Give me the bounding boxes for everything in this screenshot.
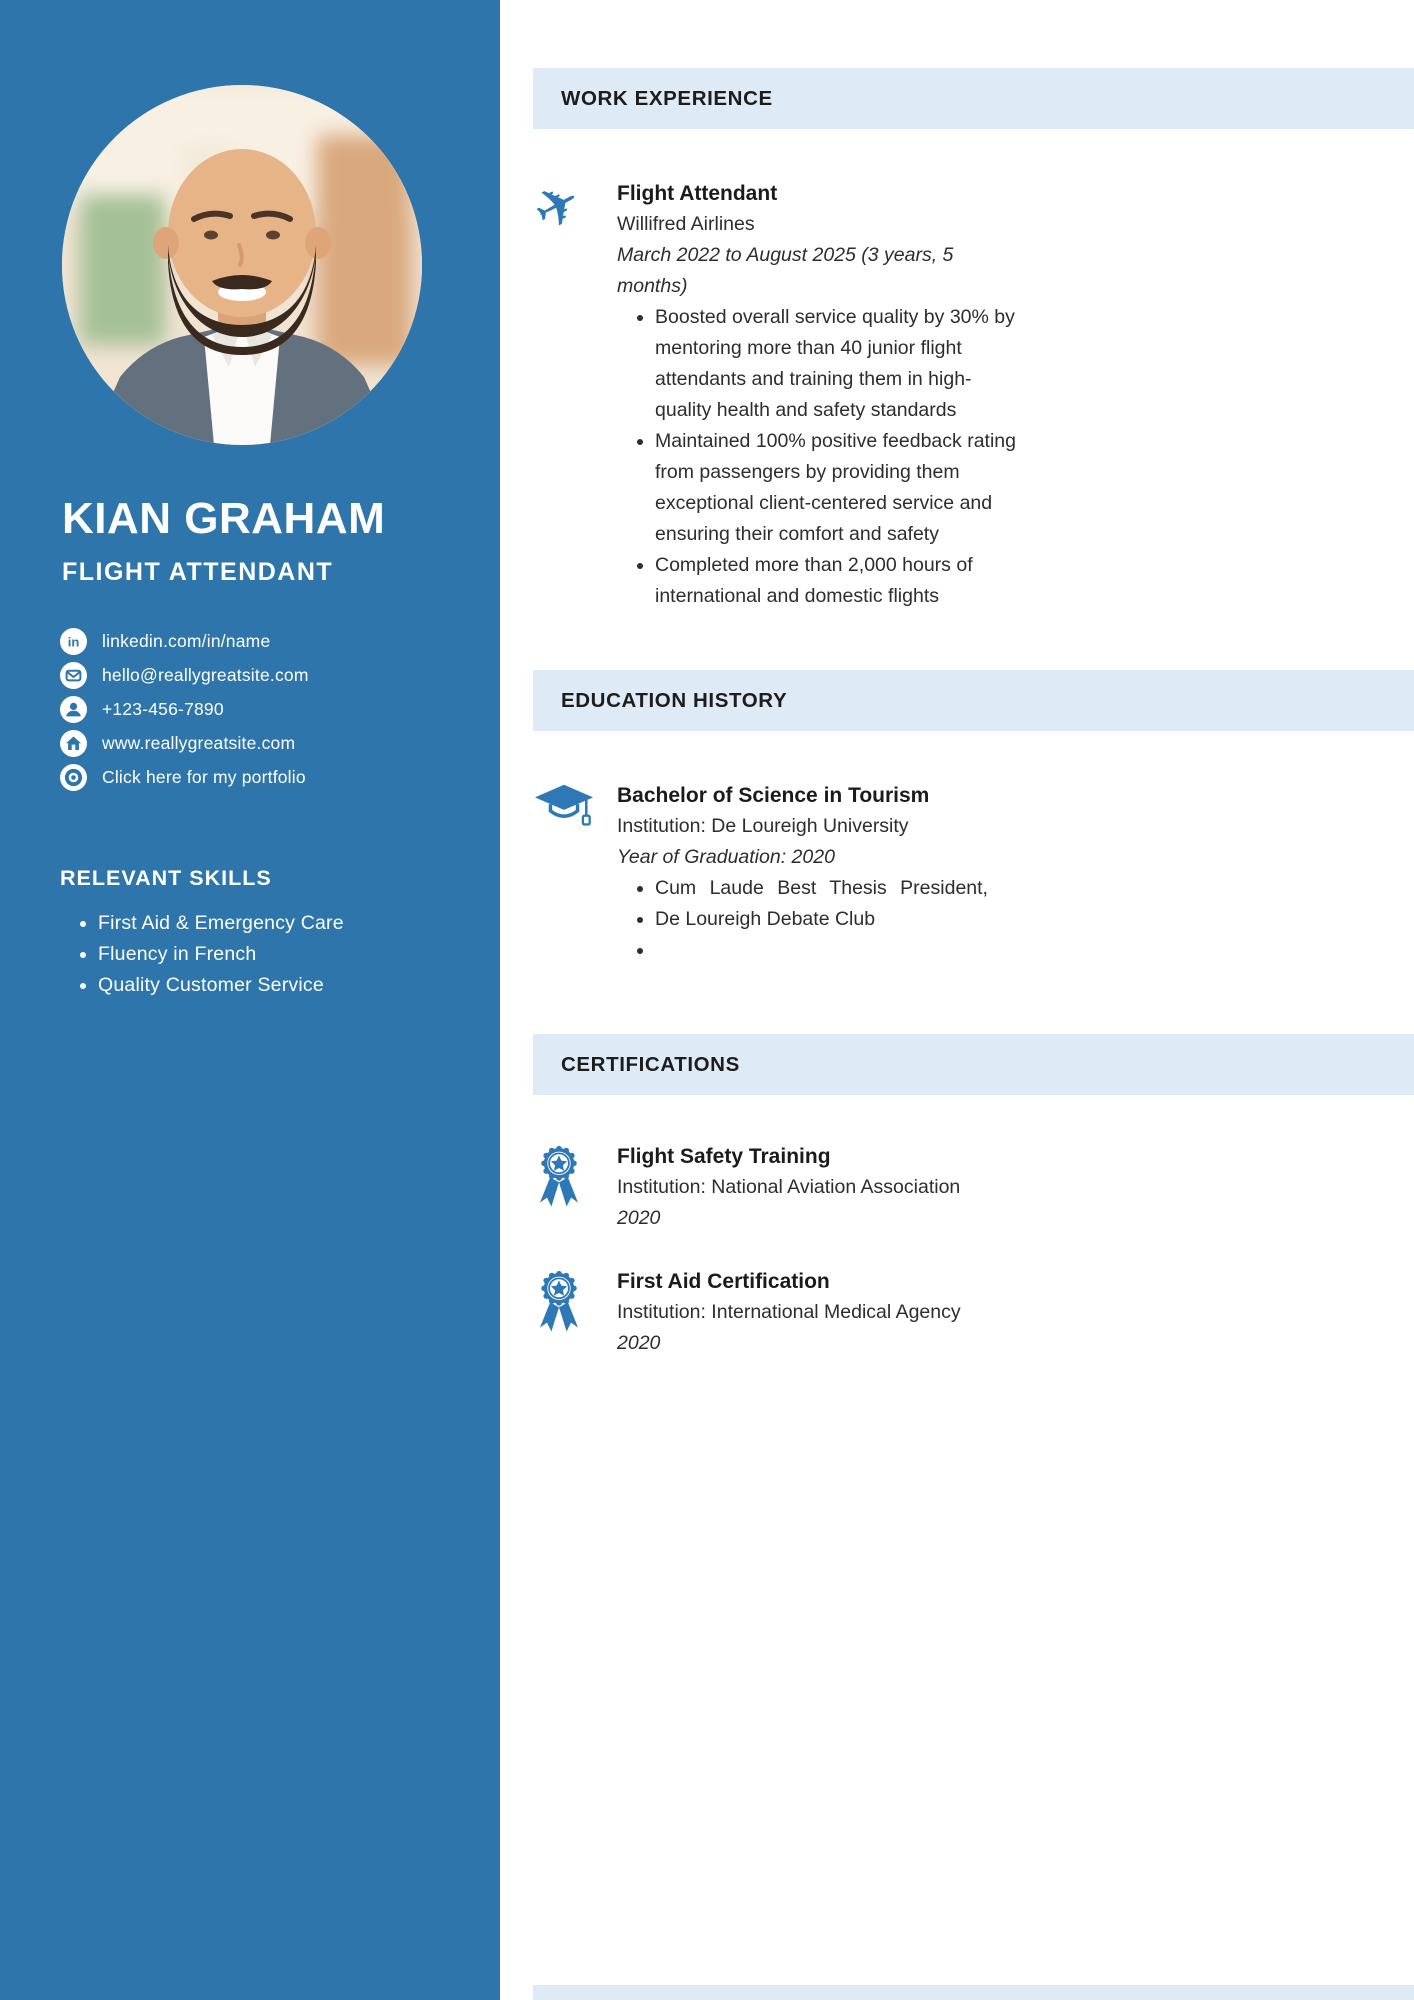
work-bullet: • Maintained 100% positive feedback rating from passengers by providing them exceptional client-centered service and ensuring their comfort and safety — [655, 426, 1017, 550]
person-name: KIAN GRAHAM — [62, 494, 386, 543]
certification-entry — [533, 1141, 1414, 1234]
work-experience-heading: WORK EXPERIENCE — [561, 86, 773, 110]
skills-list — [60, 908, 344, 1001]
certifications-section-header — [533, 1034, 1414, 1095]
work-entry-icon-cell — [523, 169, 617, 612]
portfolio-icon — [60, 764, 87, 791]
next-section-bar-peek — [533, 1985, 1414, 2000]
user-icon — [60, 696, 87, 723]
linkedin-icon — [60, 628, 87, 655]
education-bullet: • Cum Laude Best Thesis President, — [655, 873, 1017, 904]
contact-website-text: www.reallygreatsite.com — [102, 733, 296, 753]
certification-year: 2020 — [617, 1332, 661, 1354]
certification-icon-cell — [533, 1266, 617, 1359]
education-entry-body — [617, 780, 1017, 966]
certification-title: Flight Safety Training — [617, 1145, 831, 1168]
profile-photo — [62, 85, 422, 445]
award-ribbon-icon — [533, 1268, 585, 1334]
profile-photo-illustration — [62, 85, 422, 445]
education-bullet-list — [617, 873, 1017, 966]
certification-entry-body — [617, 1141, 1087, 1234]
graduation-cap-icon — [533, 782, 595, 832]
svg-text:in: in — [67, 634, 80, 650]
work-experience-entry — [523, 169, 1414, 612]
skill-item: • First Aid & Emergency Care — [98, 908, 344, 939]
contact-phone-text: +123-456-7890 — [102, 699, 224, 719]
certification-title: First Aid Certification — [617, 1270, 830, 1293]
certification-entry-body — [617, 1266, 1087, 1359]
certification-institution: Institution: International Medical Agency — [617, 1301, 961, 1323]
certification-icon-cell — [533, 1141, 617, 1234]
contact-portfolio[interactable] — [60, 764, 309, 791]
award-ribbon-icon — [533, 1143, 585, 1209]
certification-institution: Institution: National Aviation Association — [617, 1176, 961, 1198]
work-bullet: • Completed more than 2,000 hours of international and domestic flights — [655, 550, 1017, 612]
contact-website[interactable] — [60, 730, 309, 757]
skill-item: • Quality Customer Service — [98, 970, 344, 1001]
work-entry-body — [617, 178, 1017, 612]
airplane-icon: ✈ — [523, 169, 592, 245]
sidebar — [0, 0, 500, 2000]
email-icon — [60, 662, 87, 689]
education-section-header — [533, 670, 1414, 731]
contact-linkedin-text: linkedin.com/in/name — [102, 631, 271, 651]
company-name: Willifred Airlines — [617, 213, 755, 235]
certification-entry — [533, 1266, 1414, 1359]
job-title: Flight Attendant — [617, 182, 778, 205]
education-entry-icon-cell — [533, 780, 617, 966]
contact-phone[interactable] — [60, 696, 309, 723]
contact-email[interactable] — [60, 662, 309, 689]
education-bullet: • De Loureigh Debate Club — [655, 904, 1017, 935]
work-bullet: • Boosted overall service quality by 30% by mentoring more than 40 junior flight attendants and training them in high-quality health and safety standards — [655, 302, 1017, 426]
contact-linkedin[interactable] — [60, 628, 309, 655]
education-bullet — [655, 935, 1017, 966]
skills-heading: RELEVANT SKILLS — [60, 866, 272, 890]
degree-title: Bachelor of Science in Tourism — [617, 784, 930, 807]
employment-dates: March 2022 to August 2025 (3 years, 5 months) — [617, 244, 954, 297]
certification-year: 2020 — [617, 1207, 661, 1229]
work-bullet-list — [617, 302, 1017, 612]
education-entry — [533, 780, 1414, 966]
education-institution: Institution: De Loureigh University — [617, 815, 909, 837]
main-content — [500, 0, 1414, 1359]
contact-list — [60, 628, 309, 791]
work-experience-section-header — [533, 68, 1414, 129]
contact-portfolio-text: Click here for my portfolio — [102, 767, 306, 787]
home-icon — [60, 730, 87, 757]
contact-email-text: hello@reallygreatsite.com — [102, 665, 309, 685]
skill-item: • Fluency in French — [98, 939, 344, 970]
graduation-year: Year of Graduation: 2020 — [617, 846, 835, 868]
certifications-heading: CERTIFICATIONS — [561, 1052, 740, 1076]
education-heading: EDUCATION HISTORY — [561, 688, 788, 712]
person-job-title: FLIGHT ATTENDANT — [62, 558, 334, 586]
